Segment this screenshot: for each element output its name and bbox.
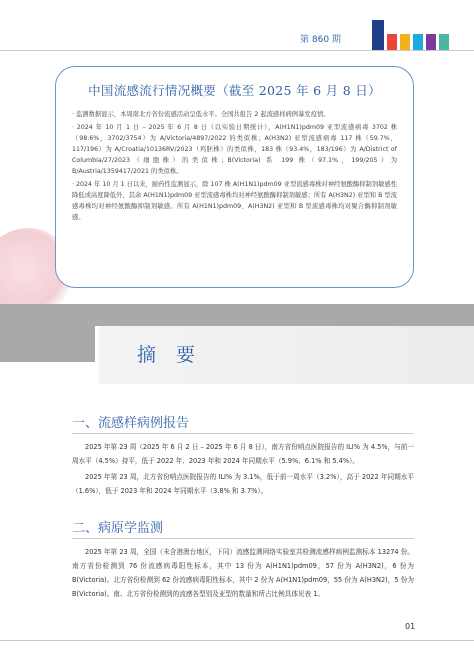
summary-paragraph: · 监测数据显示，本周南北方省份流感活动呈低水平。全国共报告 2 起流感样病例暴发疫情。 [72, 111, 330, 118]
header-rule [0, 50, 474, 51]
brand-block-cyan [413, 34, 423, 50]
summary-paragraph: · 2024 年 10 月 1 日 – 2025 年 6 月 8 日（以实验日期统计），A(H1N1)pdm09 亚型流感病毒 3702 株（98.6%，3702/3754）为 A/Victoria/4897/2022 的类似株；A(H3N2) 亚型流感病毒 117 株（59.7%，117/196）为 A/Croatia/10136RV/2023（鸡胚株）的类似株，183 株（93.4%，183/196）为 A/District of Columbia/27/2023（细胞株）的类似株；B(Victoria) 系 199 株（97.1%，199/205）为 B/Austria/1359417/2021 的类似株。 [72, 124, 397, 175]
section-rule [72, 538, 414, 539]
section-title-etiology: 二、病原学监测 [72, 521, 164, 536]
section-rule [72, 433, 414, 434]
brand-block-teal [439, 34, 449, 50]
issue-number: 第 860 期 [300, 35, 341, 45]
summary-title: 中国流感流行情况概要（截至 2025 年 6 月 8 日） [88, 83, 381, 98]
section-paragraph: 2025 年第 23 周，全国（未含港澳台地区，下同）流感监测网络实验室共检测流感样病例监测标本 13274 份。南方省份检测到 76 份流感病毒阳性标本，其中 13 份为 A(H1N1)pdm09，57 份为 A(H3N2)，6 份为 B(Victoria)。北方省份检测到 62 份流感病毒阳性标本，其中 2 份为 A(H1N1)pdm09，55 份为 A(H3N2)，5 份为 B(Victoria)。南、北方省份检测到的流感各型别及亚型的数量和所占比例具体见表 1。 [72, 548, 414, 598]
brand-block-navy [372, 20, 384, 50]
brand-block-purple [426, 34, 436, 50]
brand-block-yellow [400, 34, 410, 50]
brand-color-blocks [372, 20, 449, 50]
footer-rule [0, 640, 474, 641]
abstract-title: 摘要 [137, 344, 216, 366]
page-number: 01 [405, 622, 416, 631]
brand-block-red [387, 34, 397, 50]
section-paragraph: 2025 年第 23 周（2025 年 6 月 2 日 – 2025 年 6 月 8 日），南方省份哨点医院报告的 ILI% 为 4.5%，与前一周水平（4.5%）持平，低于 2022 年、2023 年和 2024 年同期水平（5.9%、6.1% 和 5.4%）。 [72, 443, 414, 465]
summary-box [55, 66, 414, 288]
section-title-ili: 一、流感样病例报告 [72, 416, 190, 431]
section-paragraph: 2025 年第 23 周，北方省份哨点医院报告的 ILI% 为 3.1%，低于前一周水平（3.2%），高于 2022 年同期水平（1.6%），低于 2023 年和 2024 年同期水平（3.8% 和 3.7%）。 [72, 473, 414, 495]
abstract-banner [95, 326, 474, 384]
summary-paragraph: · 2024 年 10 月 1 日以来，耐药性监测显示，除 107 株 A(H1N1)pdm09 亚型流感毒株对神经氨酸酶抑制剂敏感性降低或高度降低外，其余 A(H1N1)pdm09 亚型流感毒株均对神经氨酸酶抑制剂敏感；所有 A(H3N2) 亚型和 B 型流感毒株均对神经氨酸酶抑制剂敏感。所有 A(H1N1)pdm09、A(H3N2) 亚型和 B 型流感毒株均对聚合酶抑制剂敏感。 [72, 181, 397, 221]
